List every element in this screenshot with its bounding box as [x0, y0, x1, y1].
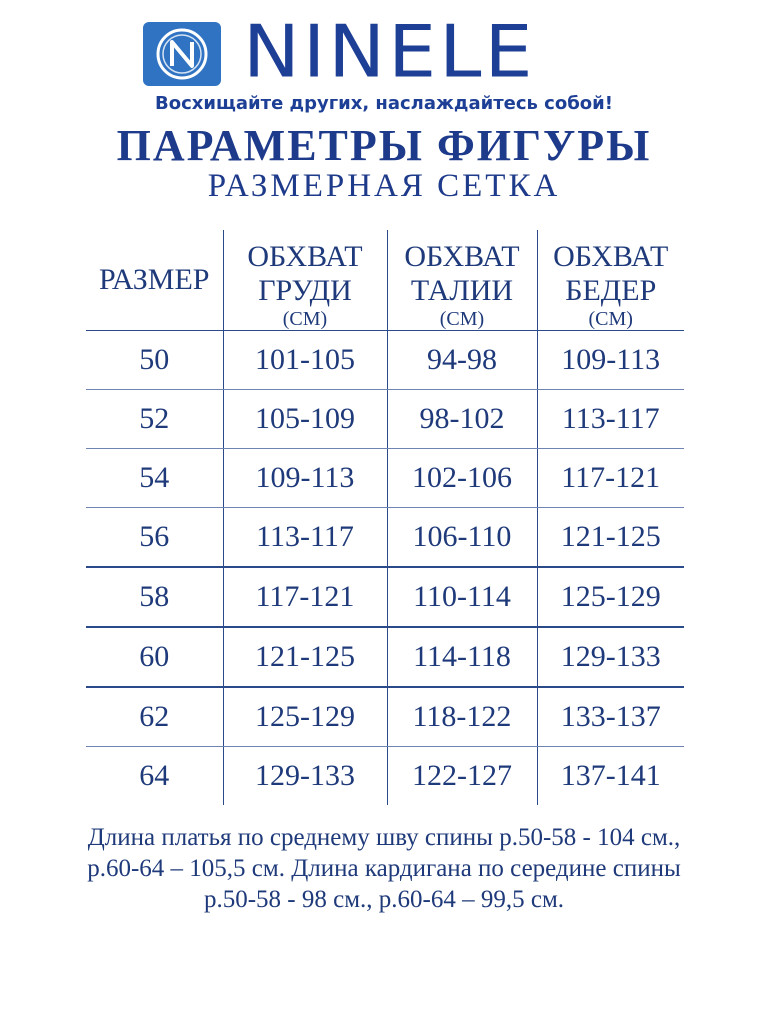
cell-waist: 94-98 — [387, 331, 537, 390]
header-chest-line1: ОБХВАТ — [247, 240, 363, 273]
cell-size: 58 — [86, 567, 223, 627]
cell-waist: 98-102 — [387, 390, 537, 449]
brand-logo — [143, 9, 643, 95]
cell-size: 56 — [86, 508, 223, 568]
header-chest — [223, 230, 387, 331]
cell-chest: 105-109 — [223, 390, 387, 449]
table-row — [86, 687, 684, 747]
cell-chest: 125-129 — [223, 687, 387, 747]
cell-hips: 137-141 — [537, 747, 684, 806]
cell-size: 50 — [86, 331, 223, 390]
cell-size: 62 — [86, 687, 223, 747]
logo-badge-icon — [143, 22, 221, 86]
cell-waist: 110-114 — [387, 567, 537, 627]
table-row — [86, 449, 684, 508]
brand-wordmark: NINELE — [243, 9, 536, 94]
cell-hips: 121-125 — [537, 508, 684, 568]
cell-waist: 114-118 — [387, 627, 537, 687]
table-row — [86, 508, 684, 568]
header-chest-line2: ГРУДИ — [258, 274, 352, 307]
cell-chest: 113-117 — [223, 508, 387, 568]
header-hips-line1: ОБХВАТ — [553, 240, 669, 273]
brand-tagline: Восхищайте других, наслаждайтесь собой! — [155, 93, 613, 114]
cell-chest: 121-125 — [223, 627, 387, 687]
cell-hips: 109-113 — [537, 331, 684, 390]
header-size — [86, 230, 223, 331]
cell-waist: 106-110 — [387, 508, 537, 568]
table-header-row — [86, 230, 684, 331]
table-row — [86, 627, 684, 687]
header-hips-line2: БЕДЕР — [565, 274, 657, 307]
table-row — [86, 747, 684, 806]
table-row — [86, 390, 684, 449]
header-size-label: РАЗМЕР — [99, 263, 210, 296]
header-hips — [537, 230, 684, 331]
cell-hips: 129-133 — [537, 627, 684, 687]
cell-size: 52 — [86, 390, 223, 449]
header-waist-unit: (СМ) — [439, 308, 485, 330]
cell-chest: 129-133 — [223, 747, 387, 806]
cell-hips: 125-129 — [537, 567, 684, 627]
cell-waist: 102-106 — [387, 449, 537, 508]
table-row — [86, 331, 684, 390]
header-waist-line1: ОБХВАТ — [404, 240, 520, 273]
cell-waist: 118-122 — [387, 687, 537, 747]
table-row — [86, 567, 684, 627]
length-note: Длина платья по среднему шву спины р.50-58 - 104 см., р.60-64 – 105,5 см. Длина кардигана по середине спины р.50-58 - 98 см., р.60-64 – 99,5 см. — [87, 824, 681, 913]
cell-chest: 101-105 — [223, 331, 387, 390]
header-hips-unit: (СМ) — [588, 308, 633, 330]
cell-chest: 109-113 — [223, 449, 387, 508]
page-subtitle: РАЗМЕРНАЯ СЕТКА — [207, 168, 561, 204]
cell-hips: 117-121 — [537, 449, 684, 508]
header-chest-unit: (СМ) — [282, 308, 328, 330]
cell-waist: 122-127 — [387, 747, 537, 806]
cell-hips: 133-137 — [537, 687, 684, 747]
cell-hips: 113-117 — [537, 390, 684, 449]
cell-chest: 117-121 — [223, 567, 387, 627]
header-waist-line2: ТАЛИИ — [410, 274, 514, 307]
cell-size: 54 — [86, 449, 223, 508]
size-chart-table — [86, 230, 684, 805]
page-title: ПАРАМЕТРЫ ФИГУРЫ — [116, 121, 652, 170]
cell-size: 60 — [86, 627, 223, 687]
header-waist — [387, 230, 537, 331]
cell-size: 64 — [139, 759, 170, 792]
